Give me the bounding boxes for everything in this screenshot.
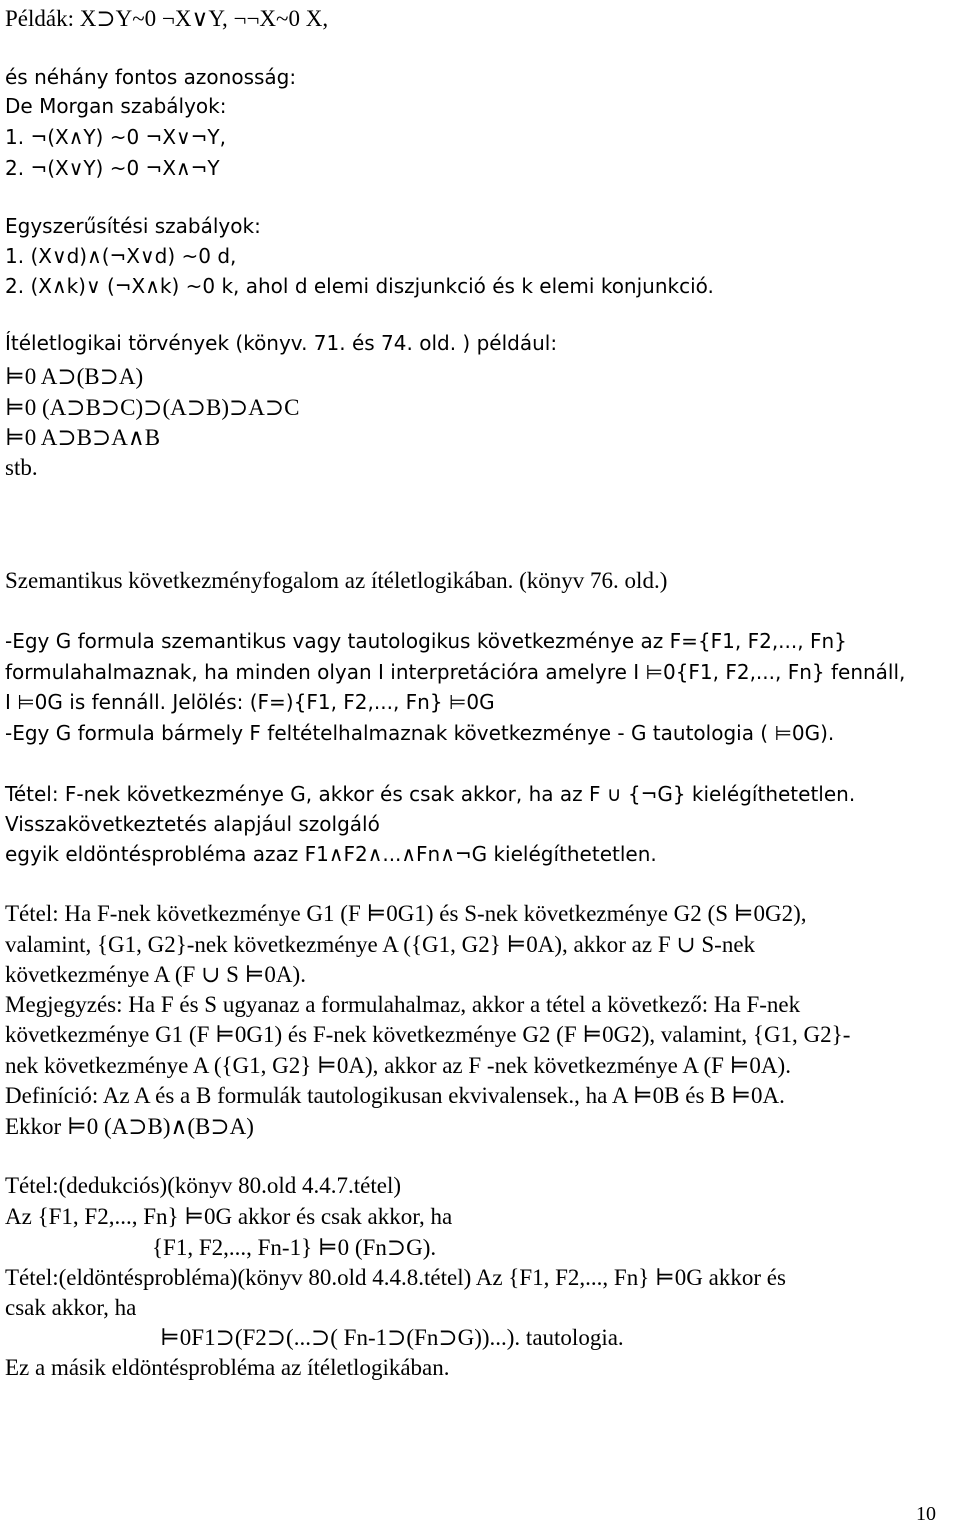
identities-intro: és néhány fontos azonosság: — [5, 65, 297, 89]
etc-text: stb. — [5, 455, 38, 480]
de-morgan-heading: De Morgan szabályok: — [5, 94, 227, 118]
other-decision-problem-line: Ez a másik eldöntésprobléma az ítéletlogikában. — [5, 1355, 450, 1380]
definition-line-2: formulahalmaznak, ha minden olyan I interpretációra amelyre I ⊨0{F1, F2,..., Fn} fennáll, — [5, 660, 906, 684]
then-formula: Ekkor ⊨0 (A⊃B)∧(B⊃A) — [5, 1114, 254, 1139]
law-1: ⊨0 A⊃(B⊃A) — [5, 364, 144, 389]
examples-line: Példák: X⊃Y~0 ¬X∨Y, ¬¬X~0 X, — [5, 6, 329, 31]
remark-line-3: nek következménye A ({G1, G2} ⊨0A), akkor az F -nek következménye A (F ⊨0A). — [5, 1053, 791, 1078]
decision-theorem-line-1: Tétel:(eldöntésprobléma)(könyv 80.old 4.4.8.tétel) Az {F1, F2,..., Fn} ⊨0G akkor és — [5, 1265, 786, 1290]
remark-line-2: következménye G1 (F ⊨0G1) és F-nek következménye G2 (F ⊨0G2), valamint, {G1, G2}- — [5, 1022, 851, 1047]
definition-line-3: I ⊨0G is fennáll. Jelölés: (F=){F1, F2,..., Fn} ⊨0G — [5, 690, 495, 714]
law-3: ⊨0 A⊃B⊃A∧B — [5, 425, 161, 450]
definition-equivalence: Definíció: Az A és a B formulák tautologikusan ekvivalensek., ha A ⊨0B és B ⊨0A. — [5, 1083, 785, 1108]
theorem-line-3: következménye A (F ∪ S ⊨0A). — [5, 962, 306, 987]
page-number: 10 — [916, 1503, 936, 1525]
laws-heading: Ítéletlogikai törvények (könyv. 71. és 74. old. ) például: — [5, 331, 558, 355]
deduction-theorem-line-1: Az {F1, F2,..., Fn} ⊨0G akkor és csak akkor, ha — [5, 1204, 453, 1229]
simplification-rule-2: 2. (X∧k)∨ (¬X∧k) ~0 k, ahol d elemi diszjunkció és k elemi konjunkció. — [5, 274, 714, 298]
definition-line-4: -Egy G formula bármely F feltételhalmaznak következménye - G tautologia ( ⊨0G). — [5, 721, 835, 745]
deduction-theorem-line-2: {F1, F2,..., Fn-1} ⊨0 (Fn⊃G). — [152, 1235, 437, 1260]
remark-line-1: Megjegyzés: Ha F és S ugyanaz a formulahalmaz, akkor a tétel a következő: Ha F-nek — [5, 992, 801, 1017]
simplification-heading: Egyszerűsítési szabályok: — [5, 214, 261, 238]
de-morgan-rule-1: 1. ¬(X∧Y) ~0 ¬X∨¬Y, — [5, 125, 226, 149]
de-morgan-rule-2: 2. ¬(X∨Y) ~0 ¬X∧¬Y — [5, 156, 220, 180]
theorem-unsat-line-2: Visszakövetkeztetés alapjául szolgáló — [5, 812, 380, 836]
law-2: ⊨0 (A⊃B⊃C)⊃(A⊃B)⊃A⊃C — [5, 395, 300, 420]
theorem-line-1: Tétel: Ha F-nek következménye G1 (F ⊨0G1) és S-nek következménye G2 (S ⊨0G2), — [5, 901, 807, 926]
decision-theorem-formula: ⊨0F1⊃(F2⊃(...⊃( Fn-1⊃(Fn⊃G))...). tautologia. — [160, 1325, 624, 1350]
deduction-theorem-heading: Tétel:(dedukciós)(könyv 80.old 4.4.7.tétel) — [5, 1173, 402, 1198]
simplification-rule-1: 1. (X∨d)∧(¬X∨d) ~0 d, — [5, 244, 237, 268]
theorem-unsat-line-1: Tétel: F-nek következménye G, akkor és csak akkor, ha az F ∪ {¬G} kielégíthetetlen. — [5, 782, 856, 806]
semantic-consequence-heading: Szemantikus következményfogalom az ítéletlogikában. (könyv 76. old.) — [5, 568, 668, 593]
decision-theorem-line-2: csak akkor, ha — [5, 1295, 137, 1320]
theorem-unsat-line-3: egyik eldöntésprobléma azaz F1∧F2∧...∧Fn∧¬G kielégíthetetlen. — [5, 842, 657, 866]
theorem-line-2: valamint, {G1, G2}-nek következménye A ({G1, G2} ⊨0A), akkor az F ∪ S-nek — [5, 932, 756, 957]
definition-line-1: -Egy G formula szemantikus vagy tautologikus következménye az F={F1, F2,..., Fn} — [5, 629, 847, 653]
